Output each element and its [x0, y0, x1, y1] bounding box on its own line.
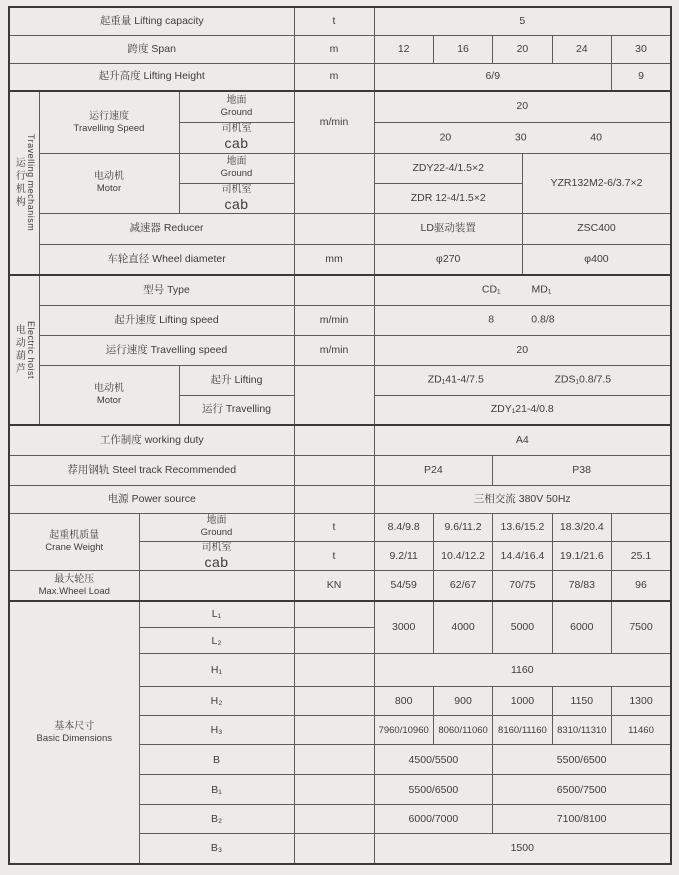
unit-capacity: t	[294, 7, 374, 35]
value-H1: 1160	[374, 654, 671, 687]
sub-label-hoist-travelling: 运行 Travelling	[179, 395, 294, 425]
value-speed-cab-20: 20	[439, 131, 452, 144]
value-mwl-3: 70/75	[493, 571, 552, 601]
value-cw-ground-4: 18.3/20.4	[552, 513, 611, 541]
unit-motor	[294, 153, 374, 213]
unit-cw-cab: t	[294, 541, 374, 571]
group-label-zh: 运行机构	[13, 156, 25, 209]
sub-label-H2: H₂	[139, 687, 294, 716]
unit-H2	[294, 687, 374, 716]
value-H2-3: 1000	[493, 687, 552, 716]
row-label-reducer: 减速器 Reducer	[39, 213, 294, 244]
unit-wheel-diameter: mm	[294, 244, 374, 275]
value-motor-cab: ZDR 12-4/1.5×2	[374, 183, 522, 213]
unit-cw-ground: t	[294, 513, 374, 541]
unit-span: m	[294, 35, 374, 63]
row-label-type: 型号 Type	[39, 275, 294, 305]
unit-type	[294, 275, 374, 305]
value-H2-1: 800	[374, 687, 433, 716]
value-L-2: 4000	[433, 601, 492, 654]
value-cw-ground-3: 13.6/15.2	[493, 513, 552, 541]
value-hoist-motor-travelling: ZDY₁21-4/0.8	[374, 395, 671, 425]
value-mwl-1: 54/59	[374, 571, 433, 601]
value-L-5: 7500	[612, 601, 672, 654]
value-speed-ground: 20	[374, 91, 671, 122]
unit-reducer	[294, 213, 374, 244]
sub-label-cw-ground: 地面 Ground	[139, 513, 294, 541]
sub-label-cw-cab: 司机室 cab	[139, 541, 294, 571]
value-H3-3: 8160/11160	[493, 716, 552, 745]
value-B2-right: 7100/8100	[493, 805, 671, 834]
sub-label-B3: B₃	[139, 834, 294, 864]
value-motor-right: YZR132M2-6/3.7×2	[522, 153, 671, 213]
value-wheel-left: φ270	[374, 244, 522, 275]
value-span-30: 30	[612, 35, 672, 63]
sub-label-L1: L₁	[139, 601, 294, 628]
sub-label-B2: B₂	[139, 805, 294, 834]
row-label-lifting-height: 起升高度 Lifting Height	[9, 63, 294, 91]
unit-lifting-height: m	[294, 63, 374, 91]
unit-max-wheel-load: KN	[294, 571, 374, 601]
value-speed-cab-40: 40	[590, 131, 602, 144]
row-label-working-duty: 工作制度 working duty	[9, 425, 294, 455]
unit-hoist-travelling-speed: m/min	[294, 335, 374, 365]
value-wheel-right: φ400	[522, 244, 671, 275]
value-hoist-travelling-speed: 20	[374, 335, 671, 365]
value-type	[374, 275, 671, 305]
group-label-en: Electric hoist	[26, 320, 37, 380]
value-lifting-height-main: 6/9	[374, 63, 612, 91]
value-B1-right: 6500/7500	[493, 775, 671, 805]
value-cw-ground-2: 9.6/11.2	[433, 513, 492, 541]
sub-label-hoist-lifting: 起升 Lifting	[179, 365, 294, 395]
value-power-source: 三相交流 380V 50Hz	[374, 485, 671, 513]
unit-H1	[294, 654, 374, 687]
value-H3-1: 7960/10960	[374, 716, 433, 745]
sub-label-L2: L₂	[139, 628, 294, 654]
row-label-basic-dimensions: 基本尺寸 Basic Dimensions	[9, 601, 139, 864]
value-L-4: 6000	[552, 601, 611, 654]
group-label-zh: 电动葫芦	[13, 324, 25, 376]
value-track-p38: P38	[493, 455, 671, 485]
row-label-span: 跨度 Span	[9, 35, 294, 63]
group-label-electric-hoist	[9, 275, 39, 425]
value-hoist-speed-a: 8	[488, 313, 495, 326]
value-B1-left: 5500/6500	[374, 775, 493, 805]
value-cw-ground-5-empty	[612, 513, 672, 541]
row-label-max-wheel-load: 最大轮压 Max.Wheel Load	[9, 571, 139, 601]
unit-travelling-speed: m/min	[294, 91, 374, 153]
row-label-capacity: 起重量 Lifting capacity	[9, 7, 294, 35]
value-span-20: 20	[493, 35, 552, 63]
value-B-right: 5500/6500	[493, 745, 671, 775]
max-wheel-load-spacer	[139, 571, 294, 601]
value-cw-cab-5: 25.1	[612, 541, 672, 571]
value-span-12: 12	[374, 35, 433, 63]
value-span-16: 16	[433, 35, 492, 63]
value-working-duty: A4	[374, 425, 671, 455]
value-hoist-speed-b: 0.8/8	[531, 313, 555, 326]
sub-label-ground: 地面 Ground	[179, 91, 294, 122]
value-motor-ground: ZDY22-4/1.5×2	[374, 153, 522, 183]
value-hoist-motor-zd: ZD₁41-4/7.5	[427, 373, 484, 386]
sub-label-cab: 司机室 cab	[179, 122, 294, 153]
spec-sheet	[8, 6, 672, 865]
value-hoist-motor-zds: ZDS₁0.8/7.5	[554, 373, 612, 386]
unit-L1	[294, 601, 374, 628]
value-lifting-height-last: 9	[612, 63, 672, 91]
value-L-1: 3000	[374, 601, 433, 654]
value-H3-5: 11460	[612, 716, 672, 745]
row-label-steel-track: 荐用钢轨 Steel track Recommended	[9, 455, 294, 485]
unit-hoist-lifting-speed: m/min	[294, 305, 374, 335]
value-reducer-left: LD驱动装置	[374, 213, 522, 244]
sub-label-H3: H₃	[139, 716, 294, 745]
value-H3-2: 8060/11060	[433, 716, 492, 745]
unit-hoist-motor	[294, 365, 374, 425]
value-B2-left: 6000/7000	[374, 805, 493, 834]
value-span-24: 24	[552, 35, 611, 63]
value-speed-cab	[374, 122, 671, 153]
unit-steel-track	[294, 455, 374, 485]
value-B-left: 4500/5500	[374, 745, 493, 775]
value-capacity: 5	[374, 7, 671, 35]
row-label-hoist-travelling-speed: 运行速度 Travelling speed	[39, 335, 294, 365]
group-label-travelling-mechanism	[9, 91, 39, 275]
row-label-hoist-motor: 电动机 Motor	[39, 365, 179, 425]
row-label-wheel-diameter: 车轮直径 Wheel diameter	[39, 244, 294, 275]
sub-label-motor-ground: 地面 Ground	[179, 153, 294, 183]
value-cw-cab-3: 14.4/16.4	[493, 541, 552, 571]
value-cw-cab-2: 10.4/12.2	[433, 541, 492, 571]
value-mwl-2: 62/67	[433, 571, 492, 601]
value-B3: 1500	[374, 834, 671, 864]
value-speed-cab-30: 30	[514, 131, 527, 144]
row-label-crane-weight: 起重机质量 Crane Weight	[9, 513, 139, 571]
sub-label-B: B	[139, 745, 294, 775]
group-label-en: Travelling mechanism	[26, 134, 37, 232]
unit-working-duty	[294, 425, 374, 455]
sub-label-motor-cab: 司机室 cab	[179, 183, 294, 213]
unit-B2	[294, 805, 374, 834]
value-hoist-lifting-speed	[374, 305, 671, 335]
value-mwl-4: 78/83	[552, 571, 611, 601]
unit-B	[294, 745, 374, 775]
value-cw-ground-1: 8.4/9.8	[374, 513, 433, 541]
value-cw-cab-1: 9.2/11	[374, 541, 433, 571]
value-H2-2: 900	[433, 687, 492, 716]
value-L-3: 5000	[493, 601, 552, 654]
unit-power-source	[294, 485, 374, 513]
value-H2-4: 1150	[552, 687, 611, 716]
unit-L2	[294, 628, 374, 654]
value-type-cd: CD₁	[481, 283, 501, 296]
unit-B3	[294, 834, 374, 864]
value-reducer-right: ZSC400	[522, 213, 671, 244]
value-cw-cab-4: 19.1/21.6	[552, 541, 611, 571]
value-mwl-5: 96	[612, 571, 672, 601]
value-H3-4: 8310/11310	[552, 716, 611, 745]
sub-label-B1: B₁	[139, 775, 294, 805]
unit-H3	[294, 716, 374, 745]
value-track-p24: P24	[374, 455, 493, 485]
crane-spec-table	[8, 6, 672, 865]
unit-B1	[294, 775, 374, 805]
sub-label-H1: H₁	[139, 654, 294, 687]
row-label-hoist-lifting-speed: 起升速度 Lifting speed	[39, 305, 294, 335]
row-label-motor: 电动机 Motor	[39, 153, 179, 213]
row-label-power-source: 电源 Power source	[9, 485, 294, 513]
value-H2-5: 1300	[612, 687, 672, 716]
value-type-md: MD₁	[531, 283, 552, 296]
row-label-travelling-speed: 运行速度 Travelling Speed	[39, 91, 179, 153]
value-hoist-motor-lifting	[374, 365, 671, 395]
